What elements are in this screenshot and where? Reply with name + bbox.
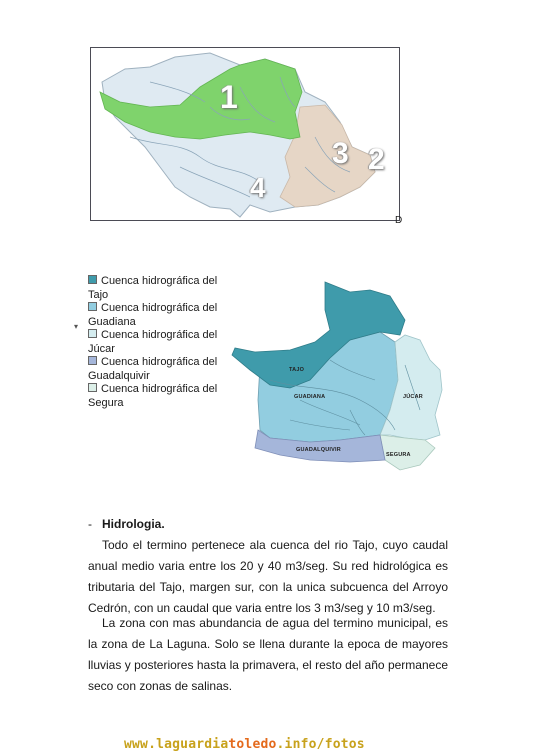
- legend-swatch: [88, 329, 97, 338]
- legend-label: Cuenca hidrográfica del: [101, 329, 218, 341]
- region-label-guadiana: GUADIANA: [294, 394, 326, 400]
- footer-url-part: www.laguardia: [124, 737, 229, 752]
- legend-label: Cuenca hidrográfica del: [101, 275, 218, 287]
- zone-number-1: 1: [220, 79, 238, 115]
- section-dash: -: [88, 517, 92, 531]
- legend-swatch: [88, 356, 97, 365]
- zone-number-3: 3: [332, 137, 349, 170]
- paragraph-text: La zona con mas abundancia de agua del termino municipal, es la zona de La Laguna. Solo se llena durante la epoca de mayores lluvias y posteriores hasta la primavera, el resto del año permanece seco con zonas de salinas.: [88, 616, 448, 693]
- paragraph-text: Todo el termino pertenece ala cuenca del rio Tajo, cuyo caudal anual medio varia entre los 20 y 40 m3/seg. Su red hidrológica es tributaria del Tajo, margen sur, con la unica subcuenca del Arroyo Cedrón, con un caudal que varia entre los 3 m3/seg y 10 m3/seg.: [88, 538, 448, 615]
- footer-url-part: toledo: [228, 737, 277, 752]
- region-label-guadalquivir: GUADALQUIVIR: [296, 447, 341, 453]
- legend-label-basin: Guadalquivir: [88, 369, 150, 382]
- legend-label-basin: Júcar: [88, 342, 115, 355]
- legend-label-basin: Segura: [88, 396, 124, 409]
- legend-item-guadalquivir: [88, 356, 238, 383]
- region-label-segura: SEGURA: [386, 452, 411, 458]
- legend-swatch: [88, 302, 97, 311]
- footer-url-part: .info/fotos: [276, 737, 365, 752]
- legend-label-basin: Tajo: [88, 288, 109, 301]
- basin-map-drawing: [90, 47, 400, 222]
- basin-map: [90, 47, 406, 227]
- legend-label: Cuenca hidrográfica del: [101, 383, 218, 395]
- legend-item-guadiana: [88, 302, 238, 329]
- legend-item-tajo: [88, 275, 238, 302]
- footer-url: [124, 737, 365, 752]
- zone-number-2: 2: [368, 143, 385, 176]
- margin-mark: ▾: [74, 322, 79, 331]
- map-corner-mark: D: [395, 215, 403, 226]
- legend-item-jucar: [88, 329, 238, 356]
- region-label-tajo: TAJO: [289, 367, 305, 373]
- basin-legend: [88, 275, 238, 410]
- legend-label: Cuenca hidrográfica del: [101, 356, 218, 368]
- legend-swatch: [88, 383, 97, 392]
- legend-swatch: [88, 275, 97, 284]
- paragraph-la-laguna: [88, 613, 448, 697]
- region-basin-map: [230, 270, 460, 490]
- region-map-drawing: [230, 270, 460, 490]
- region-label-jucar: JÚCAR: [403, 394, 423, 400]
- legend-item-segura: [88, 383, 238, 410]
- zone-number-4: 4: [250, 172, 266, 203]
- section-heading: [88, 517, 165, 531]
- section-title: Hidrologia.: [102, 517, 165, 531]
- paragraph-tajo-basin: [88, 535, 448, 619]
- legend-label: Cuenca hidrográfica del: [101, 302, 218, 314]
- legend-label-basin: Guadiana: [88, 315, 136, 328]
